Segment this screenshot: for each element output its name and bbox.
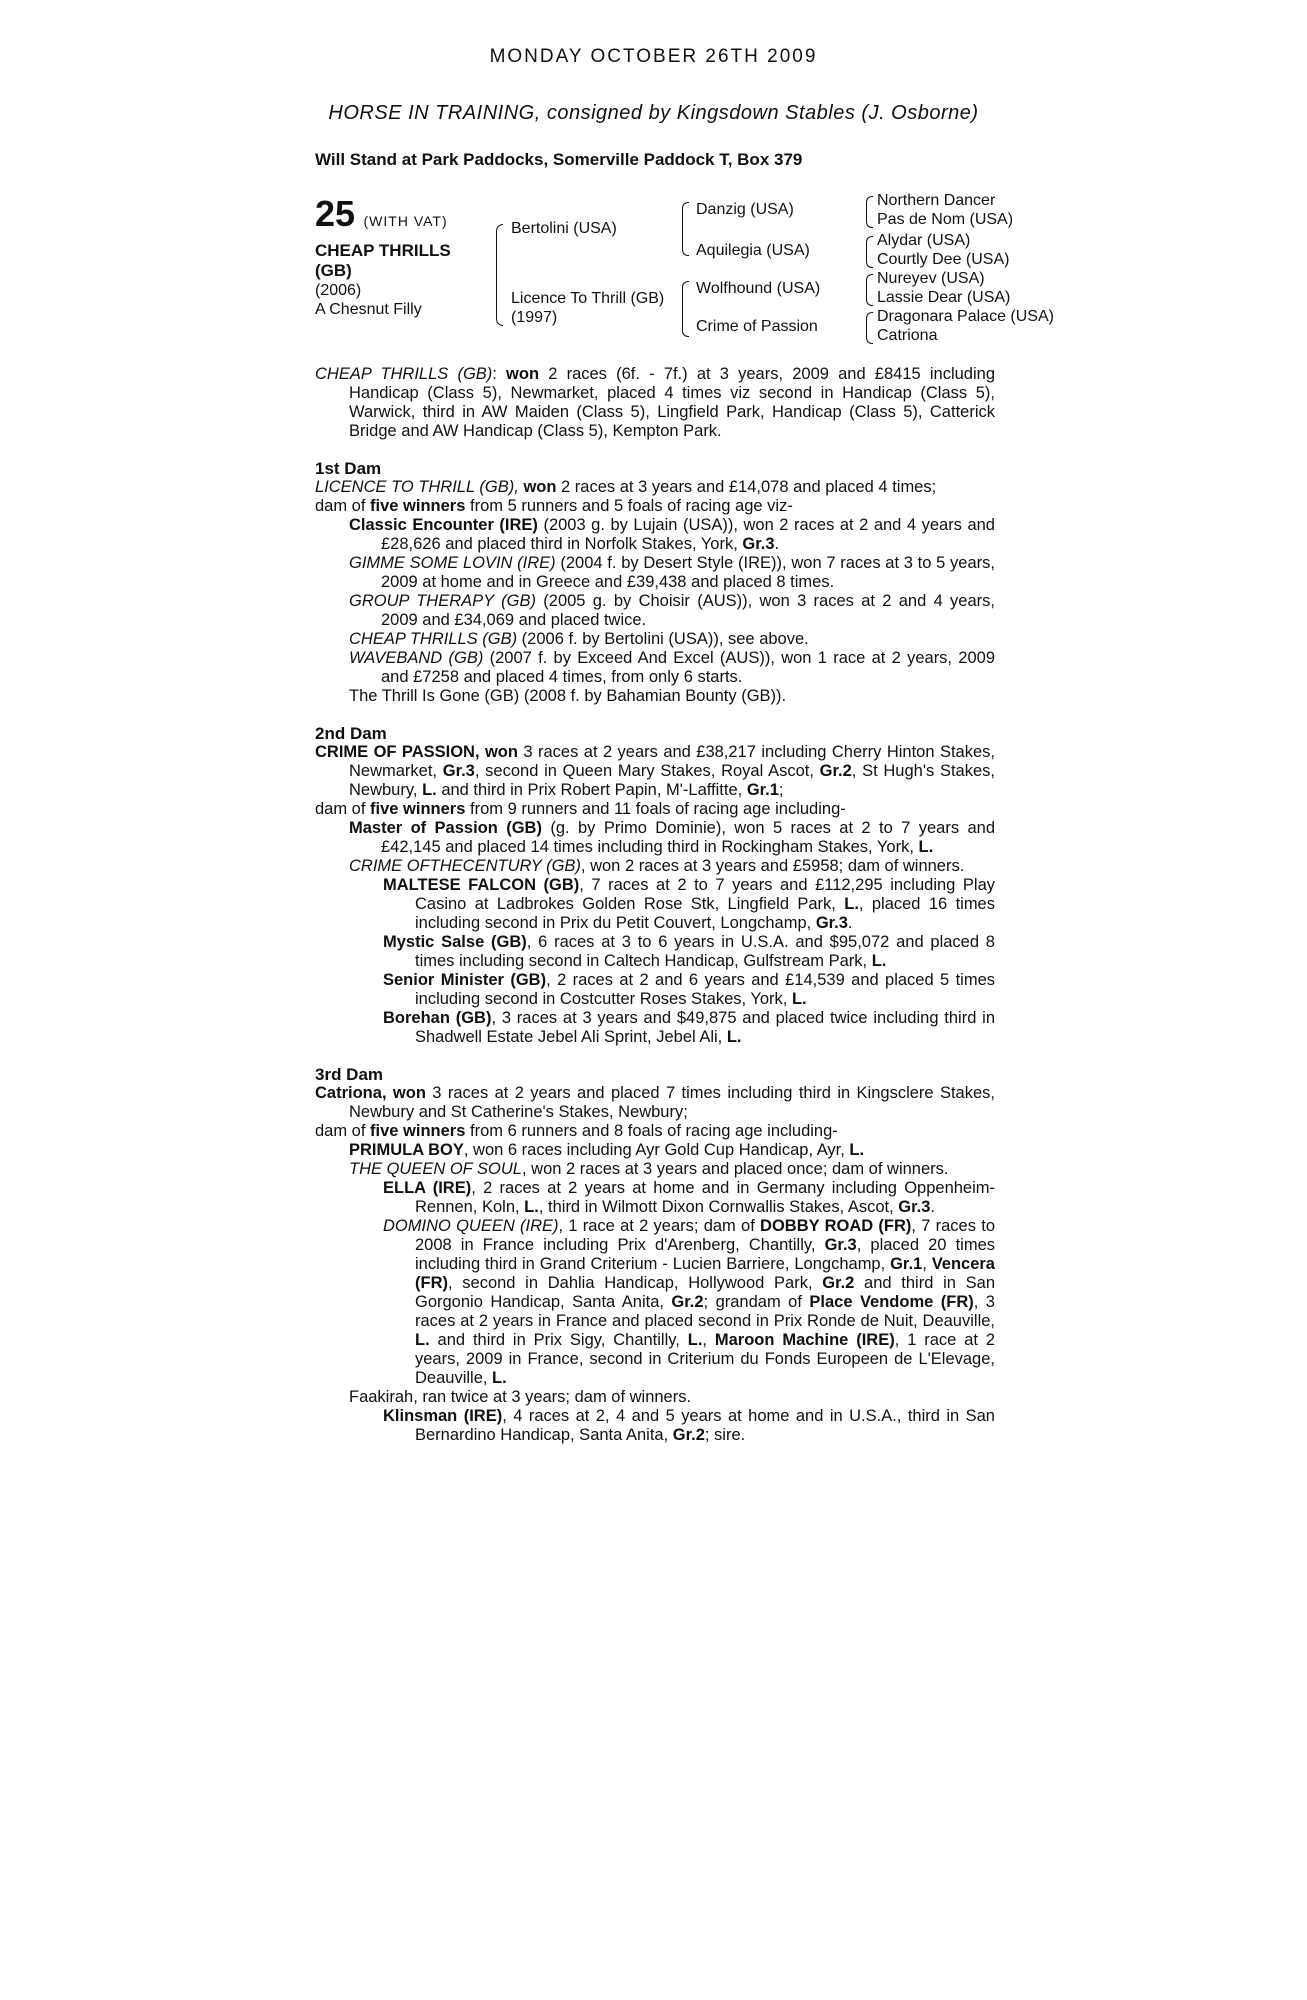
damof-a: dam of: [315, 800, 371, 818]
lot-year: (2006): [315, 282, 362, 299]
produce-name: GROUP THERAPY (GB): [349, 592, 536, 610]
produce-text: and third in San Gorgonio Handicap, Santa Anita,: [415, 1274, 995, 1311]
produce-text: , 1 race at 2 years; dam of: [558, 1217, 761, 1235]
grade-badge: L.: [492, 1369, 507, 1387]
pedigree-sire: Bertolini (USA): [511, 220, 617, 237]
produce-name: Place Vendome (FR): [809, 1293, 974, 1311]
produce-text: , 3 races at 2 years in France and placed second in Prix Ronde de Nuit, Deauville,: [415, 1293, 995, 1330]
record-text: ;: [778, 781, 784, 799]
brace-sire-dam: [496, 224, 503, 326]
pedigree-dsd: Lassie Dear (USA): [877, 289, 1011, 306]
produce-text: , 1 race at 2 years, 2009 in France, second in Criterium du Fonds Europeen de L'Elevage, Deauville,: [415, 1331, 996, 1387]
produce-entry: [315, 1141, 995, 1160]
second-dam-produce-summary: [315, 800, 995, 819]
brace-dam-parents: [682, 281, 689, 337]
produce-entry: [315, 592, 995, 630]
produce-text: , 7 races to 2008 in France including Prix d'Arenberg, Chantilly,: [415, 1217, 995, 1254]
grand-produce-entry: [315, 1407, 995, 1445]
grade-badge: L.: [918, 838, 934, 856]
pedigree-dss: Nureyev (USA): [877, 270, 985, 287]
brace-ss-parents: [866, 196, 873, 228]
produce-text: (2004 f. by Desert Style (IRE)), won 7 races at 3 to 5 years, 2009 at home and in Greece and £39,438 and placed 8 times.: [381, 554, 995, 591]
produce-text: , placed 20 times including third in Grand Criterium - Lucien Barriere, Longchamp,: [415, 1236, 995, 1273]
grand-produce-entry: [315, 1179, 995, 1217]
produce-name: DOMINO QUEEN (IRE): [383, 1217, 559, 1235]
grade-badge: L.: [524, 1198, 539, 1216]
first-dam-winners: five winners: [370, 497, 466, 515]
grade-badge: L.: [415, 1331, 430, 1349]
first-dam-name: LICENCE TO THRILL (GB),: [315, 478, 519, 496]
produce-entry: Classic Encounter (IRE) (2003 g. by Lujain (USA)), won 2 races at 2 and 4 years and £28,626 and placed third in Norfolk Stakes, York, Gr.3.: [349, 516, 995, 553]
produce-entry: [315, 687, 995, 706]
produce-text: (2007 f. by Exceed And Excel (AUS)), won 1 race at 2 years, 2009 and £7258 and placed 4 times, from only 6 starts.: [381, 649, 996, 686]
produce-text: ,: [702, 1331, 715, 1349]
produce-text: , 4 races at 2, 4 and 5 years at home and in U.S.A., third in San Bernardino Handicap, Santa Anita,: [415, 1407, 995, 1444]
grade-badge: Gr.3: [815, 914, 848, 932]
produce-name: Maroon Machine (IRE): [714, 1331, 895, 1349]
record-text: 3 races at 2 years and placed 7 times including third in Kingsclere Stakes, Newbury and St Catherine's Stakes, Newbury;: [349, 1084, 995, 1121]
third-dam-won: , won: [381, 1084, 426, 1102]
brace-dd-parents: [866, 312, 873, 344]
lot-summary: [315, 195, 515, 319]
lot-vat: (WITH VAT): [363, 213, 448, 229]
produce-name: Klinsman (IRE): [383, 1407, 503, 1425]
produce-name: GIMME SOME LOVIN (IRE): [349, 554, 556, 572]
second-dam-heading: 2nd Dam: [315, 724, 387, 743]
produce-text: and third in Prix Sigy, Chantilly,: [429, 1331, 688, 1349]
first-dam-produce-summary: [315, 497, 995, 516]
first-dam-damof-a: dam of: [315, 497, 371, 515]
produce-name: CHEAP THRILLS (GB): [349, 630, 518, 648]
second-dam-record: [315, 743, 995, 800]
third-dam-name: Catriona: [315, 1084, 382, 1102]
pedigree-dam: Licence To Thrill (GB): [511, 290, 665, 307]
grade-badge: Gr.3: [898, 1198, 931, 1216]
produce-name: Mystic Salse (GB): [383, 933, 527, 951]
produce-text: Faakirah, ran twice at 3 years; dam of winners.: [349, 1388, 692, 1406]
produce-entry: [315, 857, 995, 876]
stand-location: Will Stand at Park Paddocks, Somerville Paddock T, Box 379: [315, 150, 803, 169]
produce-text: , 2 races at 2 and 6 years and £14,539 and placed 5 times including second in Costcutter Roses Stakes, York,: [415, 971, 996, 1008]
grand-produce-entry: [315, 1009, 995, 1047]
grand-produce-entry: [315, 876, 995, 933]
damof-a: dam of: [315, 1122, 371, 1140]
intro-text: 2 races (6f. - 7f.) at 3 years, 2009 and £8415 including Handicap (Class 5), Newmarket, placed 4 times viz second in Handicap (Class 5), Warwick, third in AW Maiden (Class 5), Lingfield Park, Handicap (Class 5), Catterick Bridge and AW Handicap (Class 5), Kempton Park.: [349, 365, 995, 440]
produce-text: , 2 races at 2 years at home and in Germany including Oppenheim-Rennen, Koln,: [415, 1179, 996, 1216]
page-subtitle: HORSE IN TRAINING, consigned by Kingsdown Stables (J. Osborne): [328, 102, 979, 124]
produce-text: , won 2 races at 3 years and placed once; dam of winners.: [521, 1160, 949, 1178]
grade-badge: L.: [871, 952, 887, 970]
record-text: and third in Prix Robert Papin, M'-Laffitte,: [436, 781, 747, 799]
produce-entry: [315, 630, 995, 649]
produce-name: WAVEBAND (GB): [349, 649, 484, 667]
first-dam-heading: 1st Dam: [315, 459, 382, 478]
intro-won: won: [506, 365, 540, 383]
lot-number-row: [315, 195, 515, 241]
damof-c: from 6 runners and 8 foals of racing age including-: [465, 1122, 838, 1140]
produce-entry: [315, 649, 995, 687]
first-dam-won: won: [523, 478, 557, 496]
produce-text: , second in Dahlia Handicap, Hollywood Park,: [447, 1274, 823, 1292]
produce-entry: [315, 819, 995, 857]
first-dam-record: [315, 478, 995, 497]
produce-name: DOBBY ROAD (FR): [760, 1217, 912, 1235]
intro-horse-name: CHEAP THRILLS (GB): [315, 365, 493, 383]
lot-name: CHEAP THRILLS: [315, 241, 451, 260]
produce-name: Master of Passion (GB): [349, 819, 542, 837]
produce-name: Borehan (GB): [383, 1009, 492, 1027]
produce-text: ; grandam of: [703, 1293, 810, 1311]
produce-text: , 6 races at 3 to 6 years in U.S.A. and $95,072 and placed 8 times including second in Caltech Handicap, Gulfstream Park,: [415, 933, 995, 970]
produce-text: (2005 g. by Choisir (AUS)), won 3 races at 2 and 4 years, 2009 and £34,069 and placed twice.: [381, 592, 995, 629]
winners-count: five winners: [370, 800, 466, 818]
record-text: 3 races at 2 years and £38,217 including Cherry Hinton Stakes, Newmarket,: [349, 743, 995, 780]
grade-badge: Gr.1: [746, 781, 779, 799]
third-dam-produce-summary: [315, 1122, 995, 1141]
grand-produce-entry: [315, 1217, 995, 1388]
grade-badge: Gr.3: [442, 762, 475, 780]
produce-name: PRIMULA BOY: [349, 1141, 464, 1159]
record-text: , St Hugh's Stakes, Newbury,: [349, 762, 995, 799]
lot-number: 25: [315, 193, 356, 234]
grade-badge: L.: [844, 895, 859, 913]
grade-badge: Gr.2: [819, 762, 852, 780]
pedigree-sire-dam: Aquilegia (USA): [696, 242, 810, 259]
grade-badge: L.: [422, 781, 437, 799]
grade-badge: Gr.3: [742, 535, 775, 553]
grade-badge: Gr.2: [822, 1274, 855, 1292]
second-dam-won: , won: [474, 743, 518, 761]
produce-name: Vencera (FR): [415, 1255, 995, 1292]
brace-sire-parents: [682, 202, 689, 256]
grand-produce-entry: [315, 933, 995, 971]
grand-produce-entry: [315, 971, 995, 1009]
grade-badge: L.: [687, 1331, 703, 1349]
pedigree-dam-dam: Crime of Passion: [696, 318, 818, 335]
pedigree-sdd: Courtly Dee (USA): [877, 251, 1010, 268]
damof-c: from 9 runners and 11 foals of racing age including-: [465, 800, 846, 818]
produce-name: CRIME OFTHECENTURY (GB): [349, 857, 581, 875]
produce-name: Classic Encounter (IRE): [349, 516, 538, 534]
page-date: MONDAY OCTOBER 26TH 2009: [489, 46, 818, 67]
lot-description: A Chesnut Filly: [315, 301, 422, 318]
third-dam-heading: 3rd Dam: [315, 1065, 384, 1084]
grade-badge: Gr.1: [890, 1255, 923, 1273]
brace-ds-parents: [866, 274, 873, 306]
produce-text: , placed 16 times including second in Prix du Petit Couvert, Longchamp,: [415, 895, 995, 932]
produce-name: MALTESE FALCON (GB): [383, 876, 580, 894]
pedigree-sds: Alydar (USA): [877, 232, 971, 249]
produce-text: The Thrill Is Gone (GB) (2008 f. by Bahamian Bounty (GB)).: [349, 687, 787, 705]
produce-text: (2006 f. by Bertolini (USA)), see above.: [517, 630, 809, 648]
pedigree-dam-sire: Wolfhound (USA): [696, 280, 821, 297]
lot-name-suffix: (GB): [315, 261, 352, 280]
pedigree-ddd: Catriona: [877, 327, 938, 344]
produce-text: , won 2 races at 3 years and £5958; dam of winners.: [580, 857, 965, 875]
third-dam-record: [315, 1084, 995, 1122]
produce-name: THE QUEEN OF SOUL: [349, 1160, 522, 1178]
catalogue-body: [315, 365, 995, 1445]
produce-text: .: [847, 914, 853, 932]
pedigree-ssd: Pas de Nom (USA): [877, 211, 1014, 228]
brace-sd-parents: [866, 236, 873, 268]
pedigree-dds: Dragonara Palace (USA): [877, 308, 1054, 325]
produce-text: ; sire.: [704, 1426, 746, 1444]
pedigree-sss: Northern Dancer: [877, 192, 996, 209]
pedigree-sire-sire: Danzig (USA): [696, 201, 794, 218]
grade-badge: L.: [726, 1028, 742, 1046]
produce-text: , won 6 races including Ayr Gold Cup Handicap, Ayr,: [463, 1141, 850, 1159]
grade-badge: Gr.2: [671, 1293, 704, 1311]
first-dam-text: 2 races at 3 years and £14,078 and placed 4 times;: [556, 478, 937, 496]
produce-text: , 7 races at 2 to 7 years and £112,295 including Play Casino at Ladbrokes Golden Rose Stk, Lingfield Park,: [415, 876, 995, 913]
produce-name: ELLA (IRE): [383, 1179, 472, 1197]
record-text: , second in Queen Mary Stakes, Royal Ascot,: [474, 762, 820, 780]
produce-name: Senior Minister (GB): [383, 971, 547, 989]
produce-entry: [315, 1388, 995, 1407]
produce-text: ,: [922, 1255, 932, 1273]
produce-entry: [315, 1160, 995, 1179]
grade-badge: Gr.3: [824, 1236, 857, 1254]
intro-paragraph: CHEAP THRILLS (GB): won 2 races (6f. - 7f.) at 3 years, 2009 and £8415 including Handicap (Class 5), Newmarket, placed 4 times viz second in Handicap (Class 5), Warwick, third in AW Maiden (Class 5), Lingfield Park, Handicap (Class 5), Catterick Bridge and AW Handicap (Class 5), Kempton Park.: [315, 365, 995, 440]
winners-count: five winners: [370, 1122, 466, 1140]
grade-badge: L.: [791, 990, 807, 1008]
second-dam-name: CRIME OF PASSION: [315, 743, 475, 761]
produce-text: , 3 races at 3 years and $49,875 and placed twice including third in Shadwell Estate Jebel Ali Sprint, Jebel Ali,: [415, 1009, 995, 1046]
grade-badge: L.: [849, 1141, 865, 1159]
grade-badge: Gr.2: [672, 1426, 705, 1444]
produce-text: , third in Wilmott Dixon Cornwallis Stakes, Ascot,: [538, 1198, 899, 1216]
produce-text: (g. by Primo Dominie), won 5 races at 2 to 7 years and £42,145 and placed 14 times including third in Rockingham Stakes, York,: [381, 819, 995, 856]
produce-entry: [315, 554, 995, 592]
pedigree-dam-year: (1997): [511, 309, 558, 326]
produce-text: (2003 g. by Lujain (USA)), won 2 races at 2 and 4 years and £28,626 and placed third in Norfolk Stakes, York,: [381, 516, 995, 553]
first-dam-damof-c: from 5 runners and 5 foals of racing age viz-: [465, 497, 793, 515]
produce-text: .: [930, 1198, 935, 1216]
